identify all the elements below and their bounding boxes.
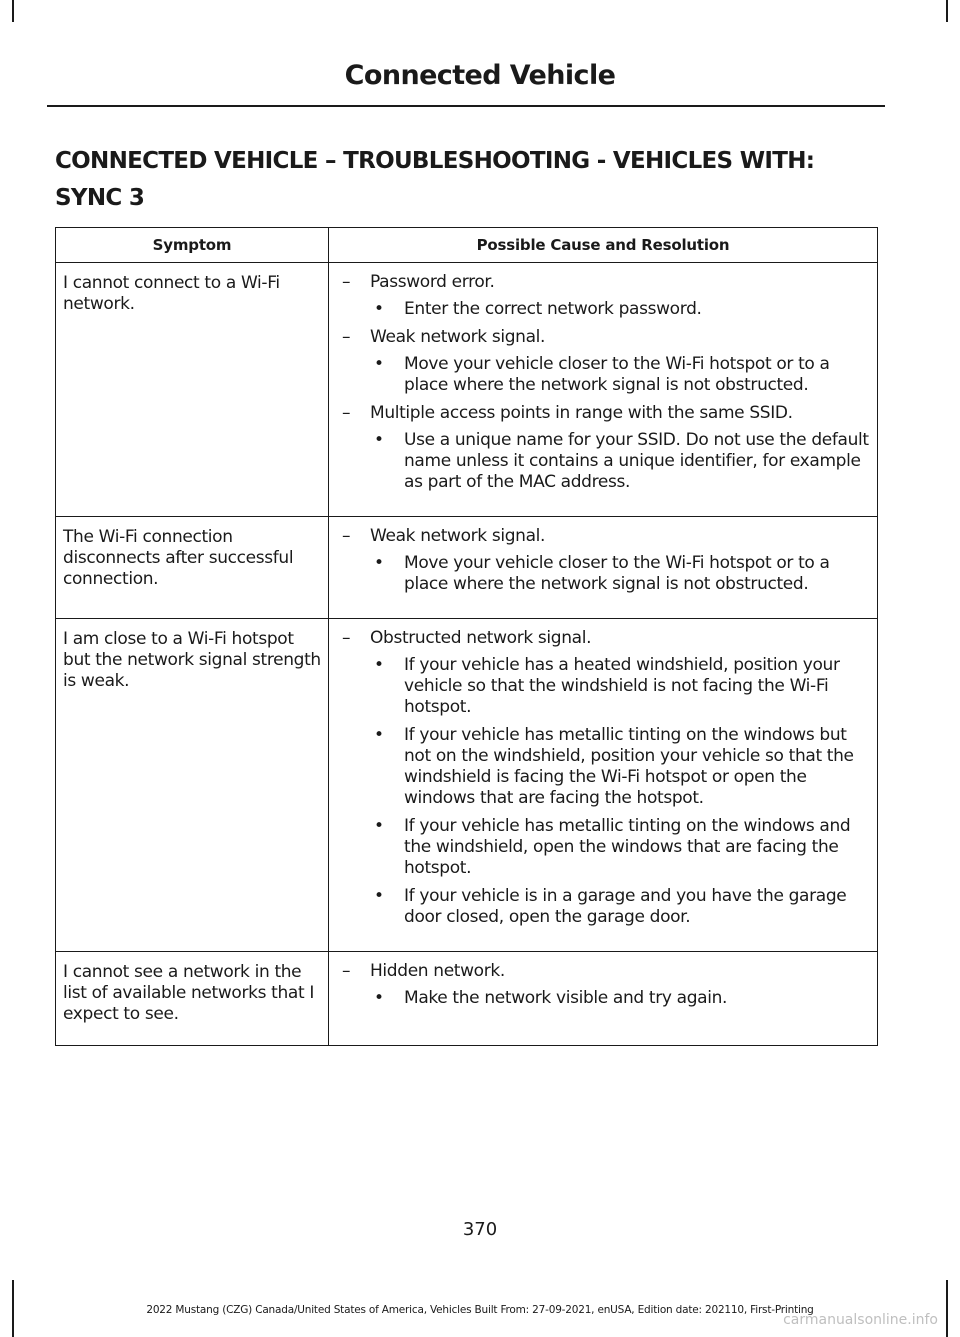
- action-item: [370, 553, 871, 595]
- resolution-cell: [329, 952, 878, 1046]
- bullet-marker: •: [374, 988, 384, 1008]
- action-text: Use a unique name for your SSID. Do not use the default name unless it contains a unique identifier, for example as part of the MAC address.: [404, 430, 869, 492]
- action-item: [370, 299, 871, 320]
- table-row: [56, 263, 878, 517]
- section-title: [55, 143, 905, 217]
- table-header-row: [56, 228, 878, 263]
- resolution-cell: [329, 263, 878, 517]
- dash-marker: –: [342, 272, 351, 292]
- table-row: [56, 517, 878, 619]
- cause-text: Weak network signal.: [370, 526, 546, 546]
- resolution-cell: [329, 517, 878, 619]
- section-title-line-2: SYNC 3: [55, 185, 145, 211]
- action-item: [370, 354, 871, 396]
- action-item: [370, 988, 871, 1009]
- cause-item: [342, 961, 871, 982]
- table-row: [56, 619, 878, 952]
- action-text: Move your vehicle closer to the Wi-Fi hotspot or to a place where the network signal is not obstructed.: [404, 553, 830, 594]
- bullet-marker: •: [374, 725, 384, 745]
- bullet-marker: •: [374, 299, 384, 319]
- troubleshooting-table: [55, 227, 878, 1046]
- crop-mark-top-left: [12, 0, 14, 22]
- crop-mark-top-right: [946, 0, 948, 22]
- symptom-cell: I cannot connect to a Wi-Fi network.: [56, 263, 329, 517]
- cause-text: Multiple access points in range with the same SSID.: [370, 403, 793, 423]
- cause-item: [342, 628, 871, 649]
- action-item: [370, 886, 871, 928]
- action-text: Make the network visible and try again.: [404, 988, 728, 1008]
- action-text: If your vehicle is in a garage and you have the garage door closed, open the garage door.: [404, 886, 847, 927]
- dash-marker: –: [342, 628, 351, 648]
- symptom-cell: I cannot see a network in the list of available networks that I expect to see.: [56, 952, 329, 1046]
- symptom-column-header: Symptom: [56, 228, 329, 263]
- cause-text: Obstructed network signal.: [370, 628, 592, 648]
- page-footer: 2022 Mustang (CZG) Canada/United States of America, Vehicles Built From: 27-09-2021, enUSA, Edition date: 202110, First-Printing: [146, 1304, 814, 1316]
- dash-marker: –: [342, 961, 351, 981]
- cause-item: [342, 327, 871, 348]
- action-text: If your vehicle has a heated windshield, position your vehicle so that the windshield is not facing the Wi-Fi hotspot.: [404, 655, 840, 717]
- page-number: 370: [462, 1219, 498, 1240]
- symptom-cell: I am close to a Wi-Fi hotspot but the network signal strength is weak.: [56, 619, 329, 952]
- action-item: [370, 430, 871, 493]
- bullet-marker: •: [374, 816, 384, 836]
- table-row: [56, 952, 878, 1046]
- action-text: Enter the correct network password.: [404, 299, 702, 319]
- action-item: [370, 725, 871, 809]
- bullet-marker: •: [374, 886, 384, 906]
- bullet-marker: •: [374, 430, 384, 450]
- bullet-marker: •: [374, 553, 384, 573]
- resolution-column-header: Possible Cause and Resolution: [329, 228, 878, 263]
- cause-item: [342, 526, 871, 547]
- dash-marker: –: [342, 327, 351, 347]
- action-text: Move your vehicle closer to the Wi-Fi hotspot or to a place where the network signal is not obstructed.: [404, 354, 830, 395]
- action-item: [370, 655, 871, 718]
- page-header-title: Connected Vehicle: [344, 60, 616, 91]
- bullet-marker: •: [374, 354, 384, 374]
- symptom-cell: The Wi-Fi connection disconnects after successful connection.: [56, 517, 329, 619]
- cause-text: Password error.: [370, 272, 495, 292]
- action-item: [370, 816, 871, 879]
- watermark: carmanualsonline.info: [783, 1312, 938, 1328]
- action-text: If your vehicle has metallic tinting on the windows and the windshield, open the windows that are facing the hotspot.: [404, 816, 851, 878]
- cause-item: [342, 272, 871, 293]
- cause-text: Hidden network.: [370, 961, 505, 981]
- cause-text: Weak network signal.: [370, 327, 546, 347]
- bullet-marker: •: [374, 655, 384, 675]
- header-divider: [47, 105, 885, 107]
- action-text: If your vehicle has metallic tinting on the windows but not on the windshield, position your vehicle so that the windshield is facing the Wi-Fi hotspot or open the windows that are facing the hotspot.: [404, 725, 854, 808]
- resolution-cell: [329, 619, 878, 952]
- dash-marker: –: [342, 526, 351, 546]
- section-title-line-1: CONNECTED VEHICLE – TROUBLESHOOTING - VEHICLES WITH:: [55, 148, 815, 174]
- dash-marker: –: [342, 403, 351, 423]
- cause-item: [342, 403, 871, 424]
